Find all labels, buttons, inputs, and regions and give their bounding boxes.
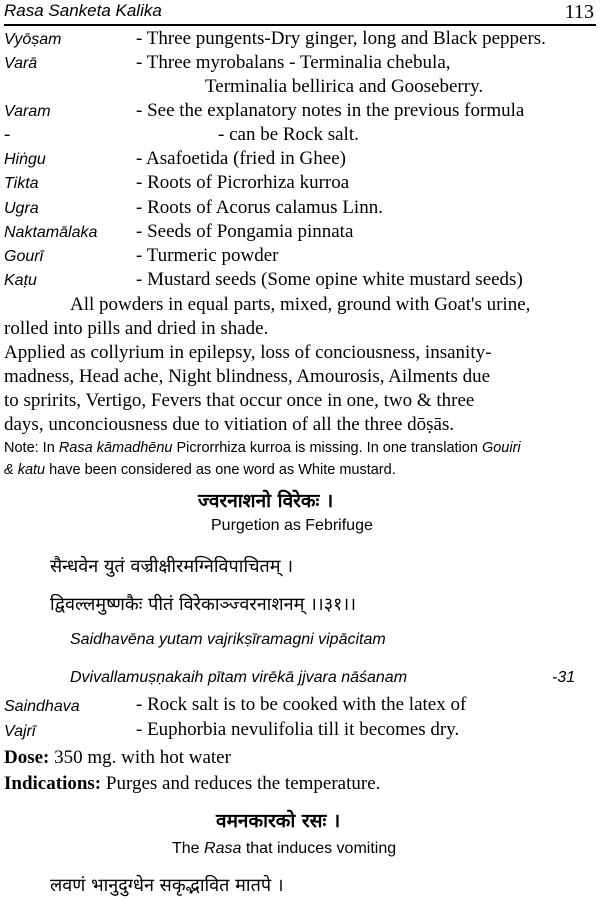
definition-katu: - Mustard seeds (Some opine white mustard seeds) [136, 269, 523, 290]
term-vajri: Vajrī [4, 723, 36, 740]
section2-verse-line1: लवणं भानुदुग्धेन सकृद्भावित मातपे । [50, 875, 284, 896]
definition-hingu: - Asafoetida (fried in Ghee) [136, 148, 346, 169]
uses-line3: to spririts, Vertigo, Fevers that occur once in one, two & three [4, 390, 475, 411]
uses-line1: Applied as collyrium in epilepsy, loss of conciousness, insanity- [4, 342, 492, 363]
definition-gouri: - Turmeric powder [136, 245, 279, 266]
definition-saindhava: - Rock salt is to be cooked with the latex of [136, 694, 467, 715]
section2-subtitle-a: The [172, 840, 205, 857]
term-tikta: Tikta [4, 175, 39, 192]
section1-translit-line2: Dvivallamuṣṇakaih pītam virēkā jjvara nāśanam [70, 669, 408, 686]
section1-subtitle: Purgetion as Febrifuge [211, 517, 373, 534]
definition-naktamalaka: - Seeds of Pongamia pinnata [136, 221, 354, 242]
section2-subtitle-c: that induces vomiting [241, 840, 397, 857]
section1-verse-line1: सैन्धवेन युतं वज्रीक्षीरमग्निविपाचितम् । [50, 556, 294, 577]
definition-tikta: - Roots of Picrorhiza kurroa [136, 172, 350, 193]
page-number: 113 [564, 1, 594, 23]
running-title: Rasa Sanketa Kalika [4, 1, 162, 20]
note-line2 [4, 462, 396, 478]
term-naktamalaka: Naktamālaka [4, 224, 98, 241]
method-line1: All powders in equal parts, mixed, ground with Goat's urine, [70, 294, 531, 315]
note-label: Note: In [4, 440, 59, 456]
section1-verse-number: -31 [552, 669, 576, 686]
note-text1: Picrorrhiza kurroa is missing. In one translation [172, 440, 482, 456]
section2-subtitle-rasa: Rasa [204, 840, 242, 857]
indications-text: Purges and reduces the temperature. [101, 773, 381, 794]
note-text2: have been considered as one word as White mustard. [45, 462, 396, 478]
definition-varam-line2: - can be Rock salt. [218, 124, 359, 145]
term-ugra: Ugra [4, 200, 39, 217]
note-source: Rasa kāmadhēnu [58, 440, 173, 456]
note-gouiri: Gouiri [481, 440, 521, 456]
dose-label: Dose: [4, 747, 50, 768]
method-line2: rolled into pills and dried in shade. [4, 318, 269, 339]
term-hingu: Hiṅgu [4, 151, 46, 168]
term-gouri: Gourī [4, 248, 44, 265]
section2-subtitle [172, 840, 396, 858]
term-saindhava: Saindhava [4, 698, 80, 715]
definition-vajri: - Euphorbia nevulifolia till it becomes dry. [136, 719, 460, 740]
definition-vyosam: - Three pungents-Dry ginger, long and Black peppers. [136, 28, 546, 49]
term-vara: Varā [4, 55, 38, 72]
definition-ugra: - Roots of Acorus calamus Linn. [136, 197, 383, 218]
uses-line4: days, unconciousness due to vitiation of all the three dōṣās. [4, 414, 455, 435]
definition-vara-line1: - Three myrobalans - Terminalia chebula, [136, 52, 451, 73]
uses-line2: madness, Head ache, Night blindness, Amourosis, Ailments due [4, 366, 491, 387]
indications-line [4, 773, 380, 795]
term-katu: Kaṭu [4, 272, 37, 289]
dash-marker: - [4, 124, 11, 145]
section1-translit-line1: Saidhavēna yutam vajrikṣīramagni vipācitam [70, 631, 386, 648]
dose-text: 350 mg. with hot water [49, 747, 231, 768]
term-varam: Varam [4, 103, 51, 120]
section2-title: वमनकारको रसः । [216, 810, 341, 832]
note-katu: & katu [4, 462, 46, 478]
header-rule [4, 24, 596, 26]
definition-varam-line1: - See the explanatory notes in the previous formula [136, 100, 525, 121]
indications-label: Indications: [4, 773, 102, 794]
definition-vara-line2: Terminalia bellirica and Gooseberry. [205, 76, 484, 97]
section1-title: ज्वरनाशनो विरेकः । [198, 490, 334, 512]
note-line1 [4, 440, 521, 456]
dose-line [4, 747, 231, 769]
section1-verse-line2: द्विवल्लमुष्णकैः पीतं विरेकाञ्ज्वरनाशनम् ।।३१।। [50, 594, 357, 615]
term-vyosam: Vyōṣam [4, 31, 62, 48]
